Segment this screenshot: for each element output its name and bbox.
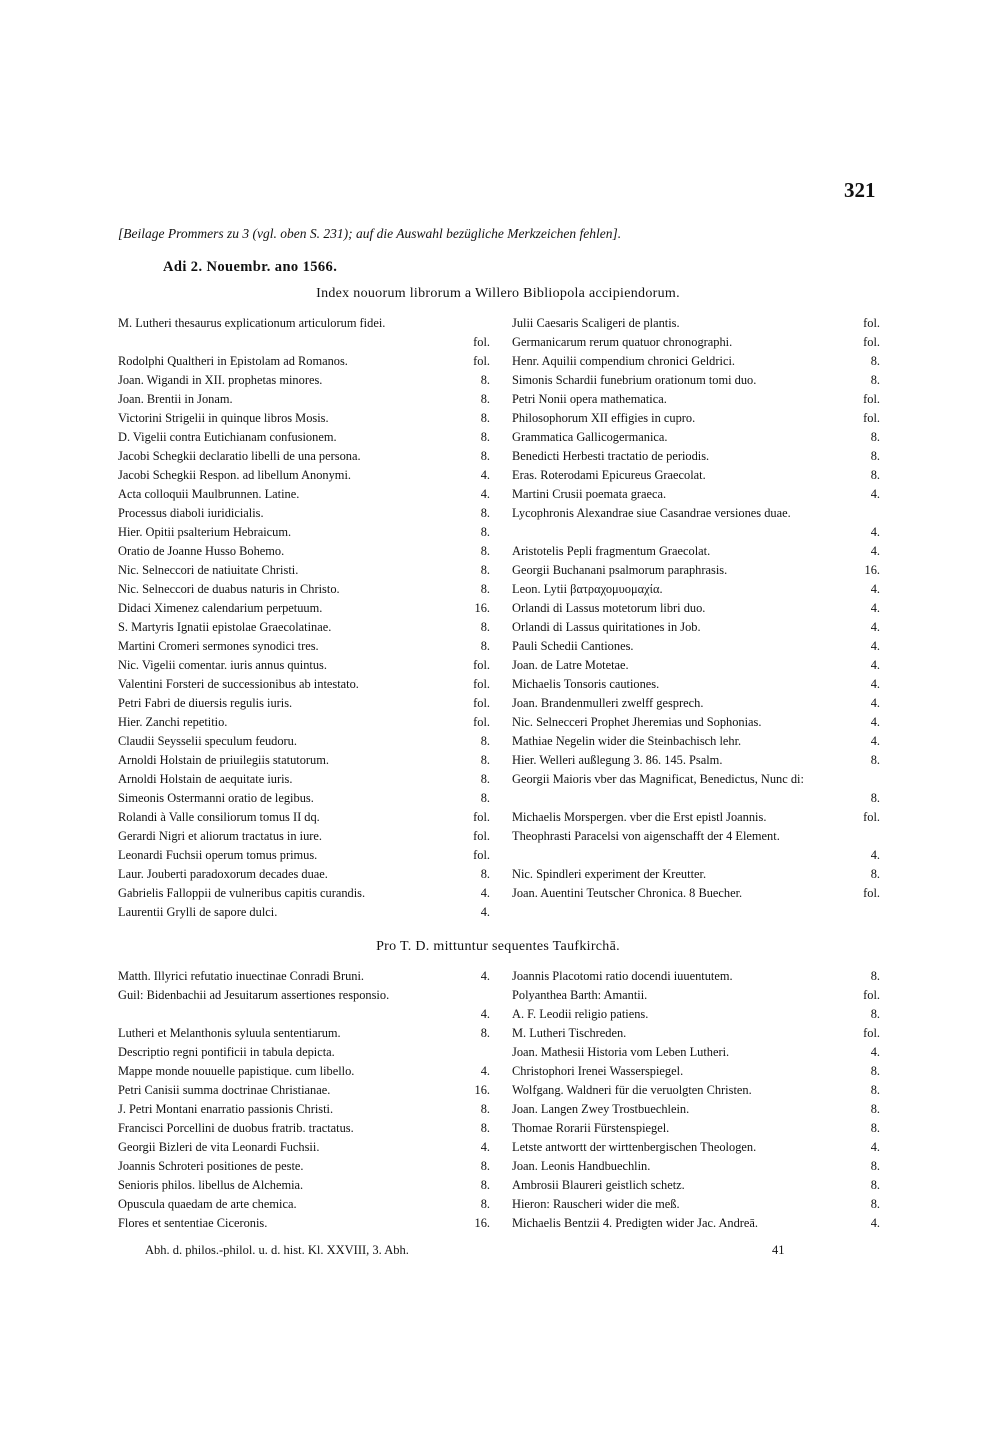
editorial-note: [Beilage Prommers zu 3 (vgl. oben S. 231); auf die Auswahl bezügliche Merkzeichen fehlen]. <box>118 226 622 241</box>
book-format: 4. <box>870 620 880 634</box>
book-title: Descriptio regni pontificii in tabula depicta. <box>118 1045 335 1059</box>
book-entry <box>512 352 880 371</box>
book-format: 8. <box>480 544 490 558</box>
book-format: 8. <box>870 1178 880 1192</box>
footer-sheet-number: 41 <box>772 1243 785 1257</box>
book-format: fol. <box>473 354 490 368</box>
book-title: Francisci Porcellini de duobus fratrib. tractatus. <box>118 1121 354 1135</box>
book-format: 8. <box>480 525 490 539</box>
book-format: 16. <box>474 1216 490 1230</box>
book-title: Gabrielis Falloppii de vulneribus capitis curandis. <box>118 886 366 900</box>
book-title: Nic. Selnecceri Prophet Jheremias und Sophonias. <box>512 715 762 729</box>
book-format: 8. <box>870 1007 880 1021</box>
book-format: 8. <box>480 734 490 748</box>
book-entry <box>118 846 490 865</box>
book-entry <box>118 352 490 371</box>
book-entry <box>118 751 490 770</box>
book-title: Victorini Strigelii in quinque libros Mosis. <box>118 411 329 425</box>
book-entry <box>118 1195 490 1214</box>
book-entry <box>512 808 880 827</box>
book-format: 8. <box>870 354 880 368</box>
book-title: M. Lutheri Tischreden. <box>512 1026 627 1040</box>
book-title: Laurentii Grylli de sapore dulci. <box>118 905 278 919</box>
index-heading: Index nouorum librorum a Willero Bibliopola accipiendorum. <box>316 286 680 301</box>
book-title: Gerardi Nigri et aliorum tractatus in iure. <box>118 829 323 843</box>
book-entry <box>512 1081 880 1100</box>
book-title: Michaelis Bentzii 4. Predigten wider Jac. Andreā. <box>512 1216 759 1230</box>
book-title: Christophori Irenei Wasserspiegel. <box>512 1064 684 1078</box>
book-entry <box>512 986 880 1005</box>
book-entry <box>512 827 880 865</box>
book-entry <box>512 1005 880 1024</box>
book-format: fol. <box>473 696 490 710</box>
book-format: 8. <box>870 1159 880 1173</box>
book-entry <box>118 618 490 637</box>
book-format: 8. <box>870 1083 880 1097</box>
book-entry <box>118 827 490 846</box>
book-entry <box>118 986 490 1024</box>
book-entry <box>512 694 880 713</box>
book-title: Theophrasti Paracelsi von aigenschafft der 4 Element. <box>512 829 780 843</box>
book-format: 4. <box>870 487 880 501</box>
book-format: 8. <box>870 468 880 482</box>
book-title: Germanicarum rerum quatuor chronographi. <box>512 335 733 349</box>
book-entry <box>118 694 490 713</box>
book-entry <box>118 713 490 732</box>
book-title: Wolfgang. Waldneri für die veruolgten Christen. <box>512 1083 752 1097</box>
book-title: Nic. Vigelii comentar. iuris annus quintus. <box>118 658 327 672</box>
book-title: Georgii Buchanani psalmorum paraphrasis. <box>512 563 728 577</box>
book-format: 8. <box>870 1197 880 1211</box>
book-title: Ambrosii Blaureri geistlich schetz. <box>512 1178 685 1192</box>
book-title: Eras. Roterodami Epicureus Graecolat. <box>512 468 706 482</box>
book-title: Joan. Brentii in Jonam. <box>118 392 233 406</box>
book-title: Aristotelis Pepli fragmentum Graecolat. <box>512 544 711 558</box>
book-title: Joan. Auentini Teutscher Chronica. 8 Buecher. <box>512 886 743 900</box>
book-title: Benedicti Herbesti tractatio de periodis. <box>512 449 710 463</box>
book-entry <box>118 314 490 352</box>
book-entry <box>512 1214 880 1233</box>
book-entry <box>118 789 490 808</box>
book-format: fol. <box>473 829 490 843</box>
book-format: 8. <box>480 430 490 444</box>
book-entry <box>512 580 880 599</box>
book-format: 8. <box>480 791 490 805</box>
book-title: Michaelis Morspergen. vber die Erst epistl Joannis. <box>512 810 767 824</box>
book-format: 4. <box>480 487 490 501</box>
book-title: Michaelis Tonsoris cautiones. <box>512 677 660 691</box>
book-title: Nic. Selneccori de duabus naturis in Christo. <box>118 582 340 596</box>
book-title: Joan. Leonis Handbuechlin. <box>512 1159 651 1173</box>
book-entry <box>118 542 490 561</box>
book-title: Rolandi à Valle consiliorum tomus II dq. <box>118 810 320 824</box>
book-title: Valentini Forsteri de successionibus ab intestato. <box>118 677 359 691</box>
book-format: fol. <box>863 810 880 824</box>
book-entry <box>512 656 880 675</box>
book-title: Simonis Schardii funebrium orationum tomi duo. <box>512 373 757 387</box>
book-format: fol. <box>863 988 880 1002</box>
book-entry <box>118 561 490 580</box>
book-title: Petri Fabri de diuersis regulis iuris. <box>118 696 293 710</box>
book-title: Orlandi di Lassus quiritationes in Job. <box>512 620 701 634</box>
book-entry <box>118 1138 490 1157</box>
book-format: 4. <box>870 696 880 710</box>
book-entry <box>512 967 880 986</box>
date-line: Adi 2. Nouembr. ano 1566. <box>163 259 338 275</box>
book-title: Henr. Aquilii compendium chronici Geldrici. <box>512 354 735 368</box>
book-entry <box>118 1100 490 1119</box>
book-format: 8. <box>870 430 880 444</box>
book-format: 8. <box>870 791 880 805</box>
book-format: 4. <box>870 639 880 653</box>
book-format: 16. <box>864 563 880 577</box>
book-title: Georgii Bizleri de vita Leonardi Fuchsii. <box>118 1140 320 1154</box>
footer-series: Abh. d. philos.-philol. u. d. hist. Kl. XXVIII, 3. Abh. <box>145 1243 409 1257</box>
book-title: Didaci Ximenez calendarium perpetuum. <box>118 601 323 615</box>
book-title: Joan. Mathesii Historia vom Leben Lutheri. <box>512 1045 730 1059</box>
book-format: fol. <box>863 1026 880 1040</box>
book-format: 8. <box>480 639 490 653</box>
book-entry <box>512 504 880 542</box>
book-format: 8. <box>870 1102 880 1116</box>
book-title: Orlandi di Lassus motetorum libri duo. <box>512 601 706 615</box>
book-title: Joannis Placotomi ratio docendi iuuentutem. <box>512 969 733 983</box>
book-entry <box>118 409 490 428</box>
book-title: Processus diaboli iuridicialis. <box>118 506 264 520</box>
book-title: Leonardi Fuchsii operum tomus primus. <box>118 848 318 862</box>
book-title: J. Petri Montani enarratio passionis Christi. <box>118 1102 334 1116</box>
book-title: Hier. Opitii psalterium Hebraicum. <box>118 525 292 539</box>
book-entry <box>512 314 880 333</box>
book-title: Georgii Maioris vber das Magnificat, Benedictus, Nunc di: <box>512 772 804 786</box>
book-entry <box>512 1195 880 1214</box>
book-format: fol. <box>473 715 490 729</box>
book-entry <box>512 1176 880 1195</box>
book-format: 8. <box>480 411 490 425</box>
right-book-list <box>512 314 880 903</box>
book-title: Nic. Spindleri experiment der Kreutter. <box>512 867 707 881</box>
book-entry <box>512 751 880 770</box>
book-format: fol. <box>863 335 880 349</box>
book-entry <box>118 447 490 466</box>
book-title: Rodolphi Qualtheri in Epistolam ad Romanos. <box>118 354 348 368</box>
book-entry <box>512 428 880 447</box>
book-title: Jacobi Schegkii declaratio libelli de una persona. <box>118 449 361 463</box>
book-entry <box>512 1024 880 1043</box>
book-title: Guil: Bidenbachii ad Jesuitarum assertiones responsio. <box>118 988 390 1002</box>
book-title: Claudii Seysselii speculum feudoru. <box>118 734 297 748</box>
book-format: 4. <box>480 1140 490 1154</box>
book-format: 8. <box>870 753 880 767</box>
book-format: 16. <box>474 1083 490 1097</box>
book-format: 8. <box>480 449 490 463</box>
book-entry <box>512 884 880 903</box>
book-format: fol. <box>863 411 880 425</box>
book-entry <box>118 967 490 986</box>
book-title: Oratio de Joanne Husso Bohemo. <box>118 544 285 558</box>
book-entry <box>118 1081 490 1100</box>
book-entry <box>512 618 880 637</box>
book-format: 8. <box>480 506 490 520</box>
td-left-book-list <box>118 967 490 1233</box>
book-entry <box>118 580 490 599</box>
book-title: Julii Caesaris Scaligeri de plantis. <box>512 316 680 330</box>
book-format: 4. <box>480 969 490 983</box>
book-format: 4. <box>870 1140 880 1154</box>
book-format: 8. <box>480 1159 490 1173</box>
book-title: Jacobi Schegkii Respon. ad libellum Anonymi. <box>118 468 351 482</box>
book-format: 8. <box>480 1102 490 1116</box>
book-format: 4. <box>480 1064 490 1078</box>
book-format: 8. <box>480 753 490 767</box>
book-format: 4. <box>870 525 880 539</box>
book-format: 8. <box>480 373 490 387</box>
book-title: Laur. Jouberti paradoxorum decades duae. <box>118 867 328 881</box>
book-entry <box>118 884 490 903</box>
book-title: Pauli Schedii Cantiones. <box>512 639 634 653</box>
book-entry <box>512 713 880 732</box>
book-title: Grammatica Gallicogermanica. <box>512 430 668 444</box>
book-entry <box>512 675 880 694</box>
book-format: 4. <box>870 544 880 558</box>
book-entry <box>118 466 490 485</box>
book-title: S. Martyris Ignatii epistolae Graecolatinae. <box>118 620 332 634</box>
book-format: 8. <box>480 582 490 596</box>
book-format: fol. <box>473 658 490 672</box>
book-entry <box>118 1043 490 1062</box>
book-title: Nic. Selneccori de natiuitate Christi. <box>118 563 299 577</box>
book-entry <box>118 1024 490 1043</box>
book-format: 8. <box>480 1197 490 1211</box>
book-title: Martini Crusii poemata graeca. <box>512 487 667 501</box>
book-entry <box>512 561 880 580</box>
book-title: Leon. Lytii βατραχομυομαχία. <box>512 582 663 596</box>
book-entry <box>512 542 880 561</box>
book-title: Flores et sententiae Ciceronis. <box>118 1216 268 1230</box>
book-entry <box>512 1100 880 1119</box>
book-title: Hier. Welleri außlegung 3. 86. 145. Psalm. <box>512 753 723 767</box>
book-entry <box>118 1157 490 1176</box>
td-right-book-list <box>512 967 880 1233</box>
book-entry <box>512 637 880 656</box>
book-entry <box>118 523 490 542</box>
book-entry <box>118 371 490 390</box>
book-entry <box>118 1062 490 1081</box>
page-number: 321 <box>844 178 876 202</box>
book-entry <box>118 599 490 618</box>
book-title: Arnoldi Holstain de aequitate iuris. <box>118 772 293 786</box>
book-title: Mappe monde nouuelle papistique. cum libello. <box>118 1064 355 1078</box>
book-entry <box>512 732 880 751</box>
book-format: 4. <box>480 468 490 482</box>
book-title: Thomae Rorarii Fürstenspiegel. <box>512 1121 670 1135</box>
book-format: 4. <box>870 848 880 862</box>
book-entry <box>512 333 880 352</box>
book-entry <box>118 770 490 789</box>
book-format: 4. <box>870 1045 880 1059</box>
book-title: Joan. Wigandi in XII. prophetas minores. <box>118 373 323 387</box>
book-format: fol. <box>473 677 490 691</box>
book-format: fol. <box>473 810 490 824</box>
book-title: Martini Cromeri sermones synodici tres. <box>118 639 319 653</box>
book-format: 4. <box>870 715 880 729</box>
book-format: 4. <box>870 1216 880 1230</box>
book-entry <box>118 637 490 656</box>
book-format: 8. <box>480 1178 490 1192</box>
book-format: 4. <box>870 658 880 672</box>
book-title: Joan. Langen Zwey Trostbuechlein. <box>512 1102 690 1116</box>
book-entry <box>118 656 490 675</box>
book-entry <box>118 1214 490 1233</box>
book-entry <box>512 409 880 428</box>
book-format: 4. <box>870 601 880 615</box>
book-entry <box>512 1138 880 1157</box>
book-title: Simeonis Ostermanni oratio de legibus. <box>118 791 314 805</box>
book-format: 8. <box>480 867 490 881</box>
book-title: Joan. de Latre Motetae. <box>512 658 629 672</box>
book-title: Lutheri et Melanthonis syluula sententiarum. <box>118 1026 341 1040</box>
book-entry <box>118 808 490 827</box>
book-title: Joan. Brandenmulleri zwelff gesprech. <box>512 696 704 710</box>
book-entry <box>118 675 490 694</box>
book-entry <box>118 390 490 409</box>
book-title: Petri Nonii opera mathematica. <box>512 392 667 406</box>
book-format: 8. <box>870 1121 880 1135</box>
book-title: Polyanthea Barth: Amantii. <box>512 988 648 1002</box>
book-title: Opuscula quaedam de arte chemica. <box>118 1197 297 1211</box>
book-entry <box>512 447 880 466</box>
book-entry <box>118 1119 490 1138</box>
book-format: 4. <box>480 1007 490 1021</box>
book-title: Arnoldi Holstain de priuilegiis statutorum. <box>118 753 329 767</box>
book-title: Letste antwortt der wirttenbergischen Theologen. <box>512 1140 757 1154</box>
book-entry <box>118 1176 490 1195</box>
book-format: fol. <box>863 392 880 406</box>
book-entry <box>118 732 490 751</box>
book-format: 8. <box>870 1064 880 1078</box>
book-format: 8. <box>870 373 880 387</box>
book-entry <box>118 428 490 447</box>
book-entry <box>512 1157 880 1176</box>
book-format: 8. <box>870 449 880 463</box>
book-title: Acta colloquii Maulbrunnen. Latine. <box>118 487 300 501</box>
book-entry <box>118 865 490 884</box>
book-title: D. Vigelii contra Eutichianam confusionem. <box>118 430 337 444</box>
book-entry <box>512 466 880 485</box>
book-format: 8. <box>480 1026 490 1040</box>
book-title: Petri Canisii summa doctrinae Christianae. <box>118 1083 331 1097</box>
book-title: Joannis Schroteri positiones de peste. <box>118 1159 304 1173</box>
book-entry <box>512 1062 880 1081</box>
book-entry <box>512 485 880 504</box>
book-entry <box>118 504 490 523</box>
book-title: Hier. Zanchi repetitio. <box>118 715 228 729</box>
left-book-list <box>118 314 490 922</box>
book-entry <box>512 599 880 618</box>
book-format: fol. <box>473 335 490 349</box>
book-format: fol. <box>473 848 490 862</box>
book-entry <box>118 485 490 504</box>
book-format: 4. <box>480 905 490 919</box>
book-entry <box>512 390 880 409</box>
book-format: 4. <box>870 734 880 748</box>
book-format: 16. <box>474 601 490 615</box>
book-entry <box>512 371 880 390</box>
book-format: 8. <box>480 563 490 577</box>
book-format: 8. <box>480 772 490 786</box>
book-format: 8. <box>480 392 490 406</box>
book-entry <box>512 865 880 884</box>
book-title: A. F. Leodii religio patiens. <box>512 1007 649 1021</box>
book-entry <box>512 1043 880 1062</box>
book-title: Senioris philos. libellus de Alchemia. <box>118 1178 304 1192</box>
td-heading: Pro T. D. mittuntur sequentes Taufkirchā. <box>376 939 620 954</box>
book-format: 8. <box>870 969 880 983</box>
book-format: 8. <box>480 1121 490 1135</box>
book-title: Philosophorum XII effigies in cupro. <box>512 411 696 425</box>
book-title: Lycophronis Alexandrae siue Casandrae versiones duae. <box>512 506 791 520</box>
book-entry <box>118 903 490 922</box>
book-format: 4. <box>480 886 490 900</box>
book-title: M. Lutheri thesaurus explicationum articulorum fidei. <box>118 316 386 330</box>
book-entry <box>512 770 880 808</box>
book-title: Mathiae Negelin wider die Steinbachisch lehr. <box>512 734 742 748</box>
book-format: 8. <box>480 620 490 634</box>
book-entry <box>512 1119 880 1138</box>
book-format: fol. <box>863 886 880 900</box>
book-format: fol. <box>863 316 880 330</box>
book-title: Matth. Illyrici refutatio inuectinae Conradi Bruni. <box>118 969 365 983</box>
book-format: 4. <box>870 582 880 596</box>
book-title: Hieron: Rauscheri wider die meß. <box>512 1197 680 1211</box>
book-format: 4. <box>870 677 880 691</box>
book-format: 8. <box>870 867 880 881</box>
